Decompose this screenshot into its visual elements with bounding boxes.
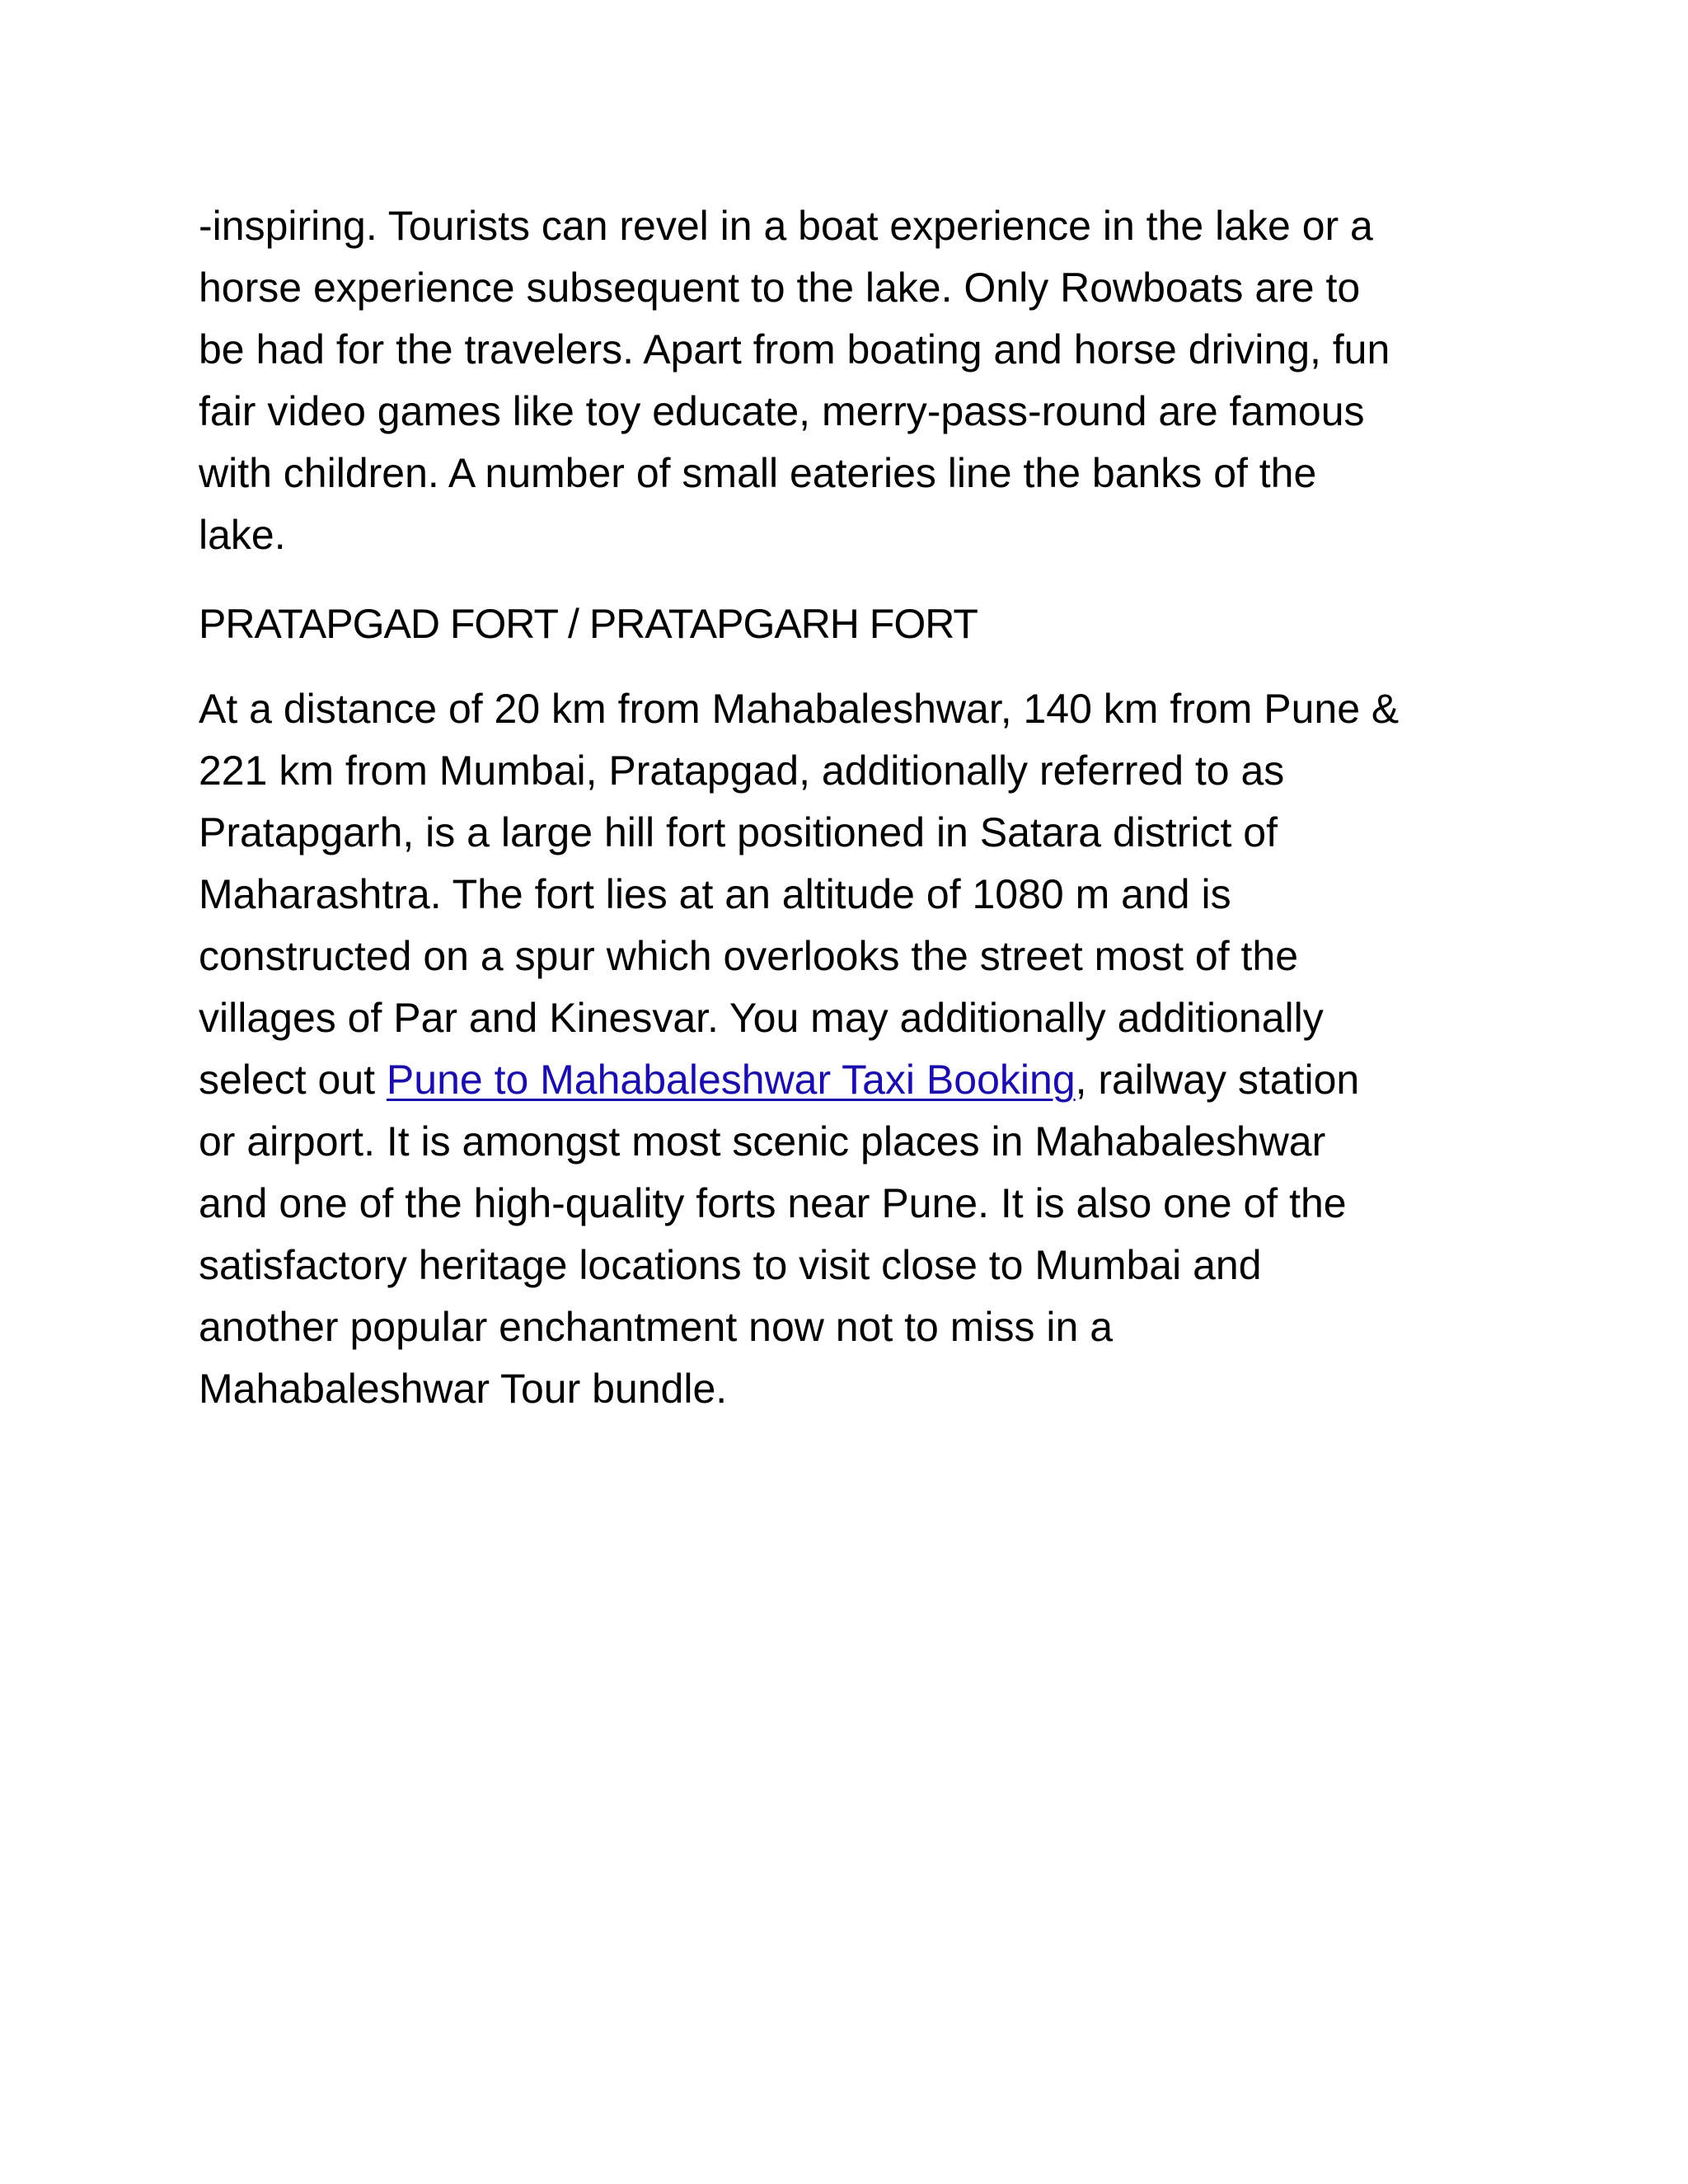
body-text-before-link: At a distance of 20 km from Mahabaleshwar, 140 km from Pune & 221 km from Mumbai, Pratapgad, additionally referred to as Pratapgarh, is a large hill fort positioned in Satara district of Maharashtra. The fort lies at an altitude of 1080 m and is constructed on a spur which overlooks the street most of the villages of Par and Kinesvar. You may additionally additionally select out (199, 686, 1400, 1103)
document-page (199, 195, 1550, 1420)
body-paragraph (199, 678, 1550, 1420)
taxi-booking-link[interactable]: Pune to Mahabaleshwar Taxi Booking (386, 1057, 1076, 1103)
intro-paragraph: -inspiring. Tourists can revel in a boat experience in the lake or a horse experience subsequent to the lake. Only Rowboats are to be had for the travelers. Apart from boating and horse driving, fun fair video games like toy educate, merry-pass-round are famous with children. A number of small eateries line the banks of the lake. (199, 203, 1390, 558)
section-heading: PRATAPGAD FORT / PRATAPGARH FORT (199, 601, 978, 647)
body-text-after-link: , railway station or airport. It is amongst most scenic places in Mahabaleshwar and one of the high-quality forts near Pune. It is also one of the satisfactory heritage locations to visit close to Mumbai and another popular enchantment now not to miss in a Mahabaleshwar Tour bundle. (199, 1057, 1360, 1412)
